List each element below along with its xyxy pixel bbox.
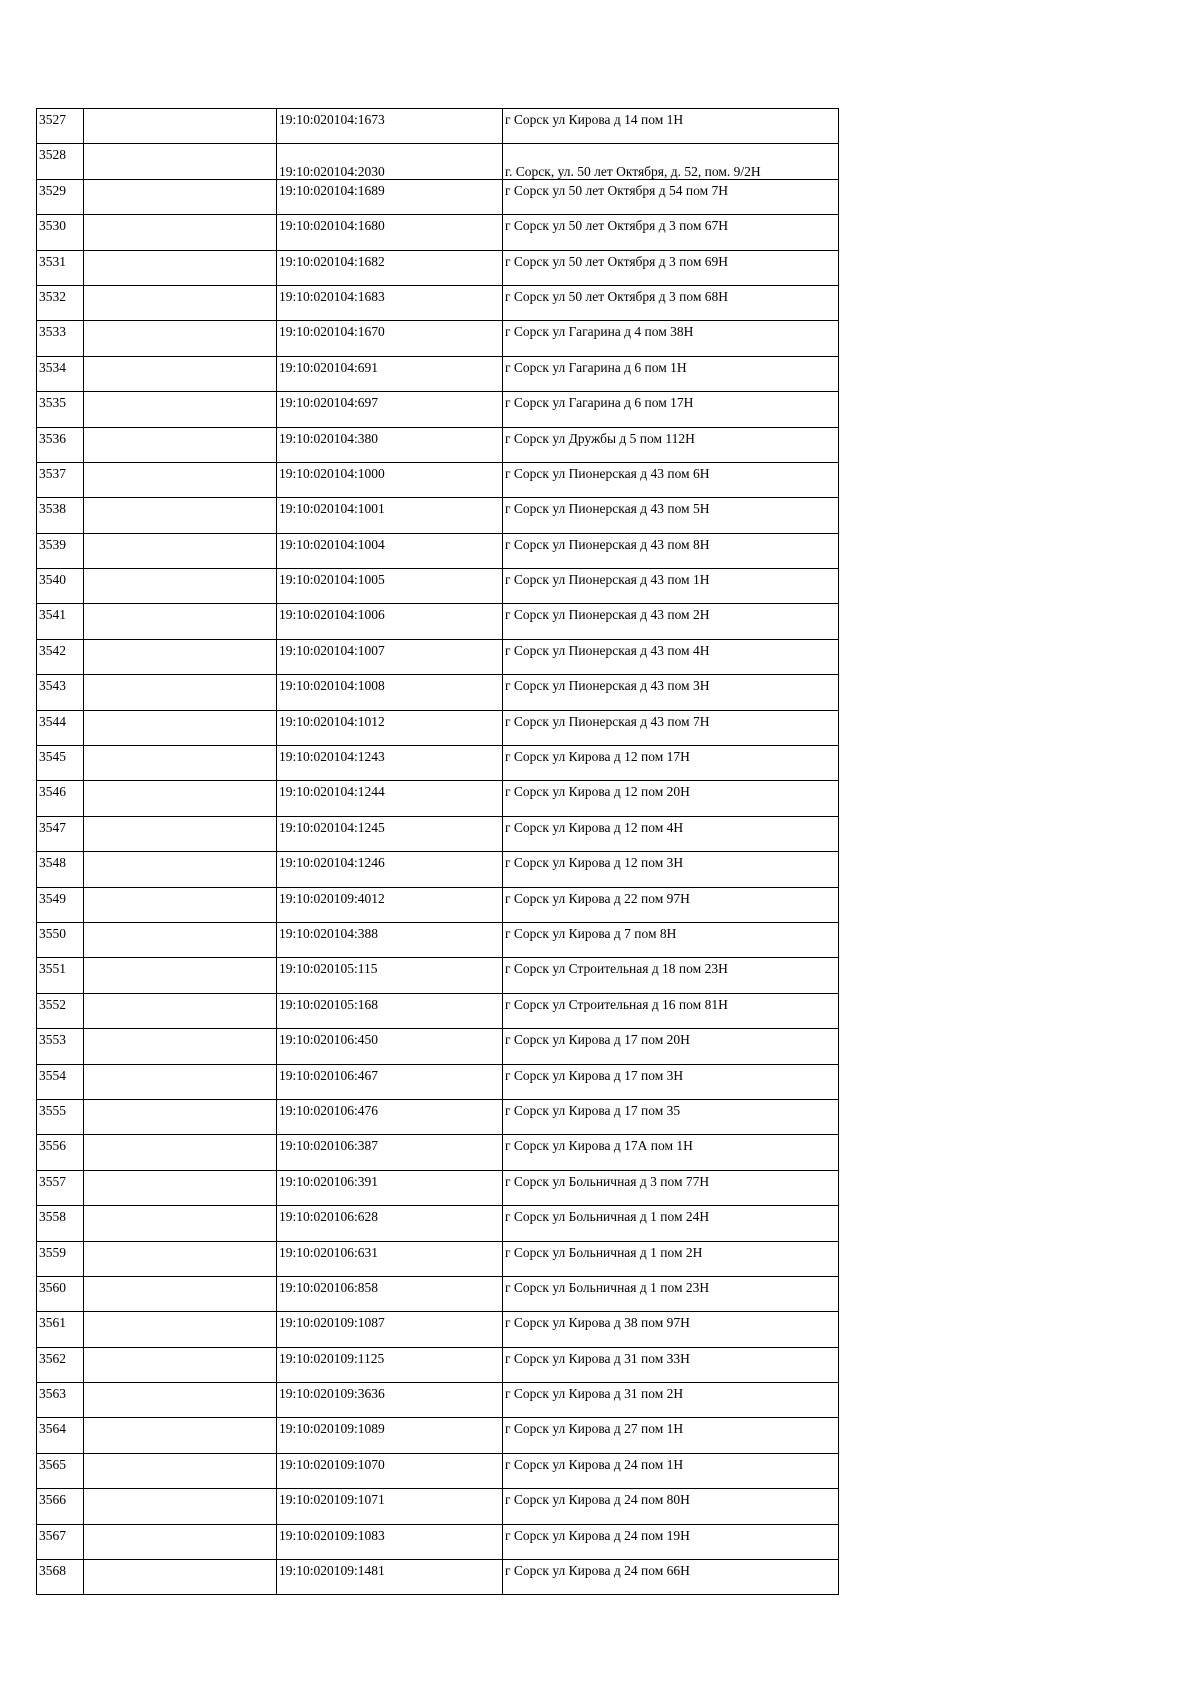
address-cell: г Сорск ул Кирова д 17 пом 20Н xyxy=(503,1029,839,1064)
row-number-cell: 3552 xyxy=(37,993,84,1028)
row-number-cell: 3567 xyxy=(37,1524,84,1559)
cadastral-number-cell: 19:10:020109:1070 xyxy=(277,1453,503,1488)
owner-cell xyxy=(84,1560,277,1595)
owner-cell xyxy=(84,462,277,497)
address-cell: г Сорск ул Пионерская д 43 пом 3Н xyxy=(503,675,839,710)
table-row xyxy=(37,746,839,781)
address-cell: г Сорск ул Строительная д 16 пом 81Н xyxy=(503,993,839,1028)
table-row xyxy=(37,109,839,144)
address-cell: г Сорск ул Пионерская д 43 пом 1Н xyxy=(503,569,839,604)
owner-cell xyxy=(84,746,277,781)
table-row xyxy=(37,922,839,957)
row-number-cell: 3549 xyxy=(37,887,84,922)
address-cell: г Сорск ул Гагарина д 4 пом 38Н xyxy=(503,321,839,356)
row-number-cell: 3532 xyxy=(37,285,84,320)
address-cell: г Сорск ул 50 лет Октября д 3 пом 67Н xyxy=(503,215,839,250)
row-number-cell: 3562 xyxy=(37,1347,84,1382)
address-cell: г Сорск ул Кирова д 24 пом 66Н xyxy=(503,1560,839,1595)
table-row xyxy=(37,852,839,887)
cadastral-number-cell: 19:10:020109:4012 xyxy=(277,887,503,922)
cadastral-number-cell: 19:10:020104:1244 xyxy=(277,781,503,816)
row-number-cell: 3531 xyxy=(37,250,84,285)
address-cell: г Сорск ул Пионерская д 43 пом 7Н xyxy=(503,710,839,745)
owner-cell xyxy=(84,498,277,533)
address-cell: г Сорск ул Кирова д 31 пом 2Н xyxy=(503,1383,839,1418)
address-cell: г Сорск ул Кирова д 14 пом 1Н xyxy=(503,109,839,144)
table-row xyxy=(37,816,839,851)
row-number-cell: 3547 xyxy=(37,816,84,851)
row-number-cell: 3537 xyxy=(37,462,84,497)
row-number-cell: 3559 xyxy=(37,1241,84,1276)
owner-cell xyxy=(84,675,277,710)
table-row xyxy=(37,887,839,922)
cadastral-number-cell: 19:10:020109:1089 xyxy=(277,1418,503,1453)
owner-cell xyxy=(84,356,277,391)
table-row xyxy=(37,250,839,285)
owner-cell xyxy=(84,781,277,816)
owner-cell xyxy=(84,887,277,922)
address-cell: г Сорск ул Больничная д 1 пом 23Н xyxy=(503,1276,839,1311)
cadastral-number-cell: 19:10:020104:1006 xyxy=(277,604,503,639)
address-cell: г Сорск ул Кирова д 7 пом 8Н xyxy=(503,922,839,957)
address-cell: г Сорск ул Больничная д 3 пом 77Н xyxy=(503,1170,839,1205)
table-row xyxy=(37,710,839,745)
owner-cell xyxy=(84,639,277,674)
property-table xyxy=(36,108,839,1595)
table-row xyxy=(37,1453,839,1488)
cadastral-number-cell: 19:10:020106:476 xyxy=(277,1099,503,1134)
cadastral-number-cell: 19:10:020104:1670 xyxy=(277,321,503,356)
cadastral-number-cell: 19:10:020104:1004 xyxy=(277,533,503,568)
owner-cell xyxy=(84,144,277,179)
table-row xyxy=(37,498,839,533)
row-number-cell: 3543 xyxy=(37,675,84,710)
table-row xyxy=(37,215,839,250)
address-cell: г Сорск ул Кирова д 24 пом 19Н xyxy=(503,1524,839,1559)
cadastral-number-cell: 19:10:020105:168 xyxy=(277,993,503,1028)
owner-cell xyxy=(84,958,277,993)
table-row xyxy=(37,1347,839,1382)
table-row xyxy=(37,1418,839,1453)
table-row xyxy=(37,1135,839,1170)
address-cell: г. Сорск, ул. 50 лет Октября, д. 52, пом. 9/2Н xyxy=(503,144,839,179)
row-number-cell: 3548 xyxy=(37,852,84,887)
address-cell: г Сорск ул Кирова д 27 пом 1Н xyxy=(503,1418,839,1453)
table-row xyxy=(37,993,839,1028)
owner-cell xyxy=(84,1064,277,1099)
cadastral-number-cell: 19:10:020109:3636 xyxy=(277,1383,503,1418)
row-number-cell: 3557 xyxy=(37,1170,84,1205)
cadastral-number-cell: 19:10:020104:1680 xyxy=(277,215,503,250)
owner-cell xyxy=(84,604,277,639)
address-cell: г Сорск ул Кирова д 12 пом 20Н xyxy=(503,781,839,816)
cadastral-number-cell: 19:10:020109:1083 xyxy=(277,1524,503,1559)
address-cell: г Сорск ул Строительная д 18 пом 23Н xyxy=(503,958,839,993)
address-cell: г Сорск ул Пионерская д 43 пом 2Н xyxy=(503,604,839,639)
row-number-cell: 3527 xyxy=(37,109,84,144)
table-row xyxy=(37,1241,839,1276)
table-row xyxy=(37,1170,839,1205)
owner-cell xyxy=(84,569,277,604)
address-cell: г Сорск ул Пионерская д 43 пом 5Н xyxy=(503,498,839,533)
cadastral-number-cell: 19:10:020106:450 xyxy=(277,1029,503,1064)
table-row xyxy=(37,1064,839,1099)
table-row xyxy=(37,639,839,674)
address-cell: г Сорск ул Больничная д 1 пом 2Н xyxy=(503,1241,839,1276)
owner-cell xyxy=(84,1453,277,1488)
address-cell: г Сорск ул Пионерская д 43 пом 8Н xyxy=(503,533,839,568)
row-number-cell: 3538 xyxy=(37,498,84,533)
address-cell: г Сорск ул Кирова д 12 пом 17Н xyxy=(503,746,839,781)
table-row xyxy=(37,179,839,214)
address-cell: г Сорск ул Кирова д 17 пом 35 xyxy=(503,1099,839,1134)
row-number-cell: 3546 xyxy=(37,781,84,816)
table-row xyxy=(37,462,839,497)
owner-cell xyxy=(84,1418,277,1453)
owner-cell xyxy=(84,993,277,1028)
cadastral-number-cell: 19:10:020105:115 xyxy=(277,958,503,993)
owner-cell xyxy=(84,321,277,356)
table-row xyxy=(37,321,839,356)
address-cell: г Сорск ул Кирова д 17 пом 3Н xyxy=(503,1064,839,1099)
cadastral-number-cell: 19:10:020104:1005 xyxy=(277,569,503,604)
row-number-cell: 3558 xyxy=(37,1206,84,1241)
cadastral-number-cell: 19:10:020109:1481 xyxy=(277,1560,503,1595)
row-number-cell: 3533 xyxy=(37,321,84,356)
cadastral-number-cell: 19:10:020104:2030 xyxy=(277,144,503,179)
table-row xyxy=(37,1206,839,1241)
row-number-cell: 3529 xyxy=(37,179,84,214)
owner-cell xyxy=(84,1276,277,1311)
owner-cell xyxy=(84,179,277,214)
address-cell: г Сорск ул Гагарина д 6 пом 1Н xyxy=(503,356,839,391)
cadastral-number-cell: 19:10:020104:380 xyxy=(277,427,503,462)
cadastral-number-cell: 19:10:020106:628 xyxy=(277,1206,503,1241)
address-cell: г Сорск ул Кирова д 17А пом 1Н xyxy=(503,1135,839,1170)
address-cell: г Сорск ул 50 лет Октября д 3 пом 68Н xyxy=(503,285,839,320)
row-number-cell: 3550 xyxy=(37,922,84,957)
row-number-cell: 3554 xyxy=(37,1064,84,1099)
table-row xyxy=(37,144,839,179)
cadastral-number-cell: 19:10:020106:467 xyxy=(277,1064,503,1099)
cadastral-number-cell: 19:10:020104:697 xyxy=(277,392,503,427)
owner-cell xyxy=(84,250,277,285)
row-number-cell: 3540 xyxy=(37,569,84,604)
row-number-cell: 3566 xyxy=(37,1489,84,1524)
table-row xyxy=(37,1099,839,1134)
cadastral-number-cell: 19:10:020104:1001 xyxy=(277,498,503,533)
row-number-cell: 3535 xyxy=(37,392,84,427)
address-cell: г Сорск ул Кирова д 38 пом 97Н xyxy=(503,1312,839,1347)
address-cell: г Сорск ул Кирова д 31 пом 33Н xyxy=(503,1347,839,1382)
address-cell: г Сорск ул Пионерская д 43 пом 6Н xyxy=(503,462,839,497)
table-row xyxy=(37,356,839,391)
table-row xyxy=(37,569,839,604)
row-number-cell: 3555 xyxy=(37,1099,84,1134)
cadastral-number-cell: 19:10:020109:1071 xyxy=(277,1489,503,1524)
owner-cell xyxy=(84,1135,277,1170)
address-cell: г Сорск ул Дружбы д 5 пом 112Н xyxy=(503,427,839,462)
owner-cell xyxy=(84,1312,277,1347)
address-cell: г Сорск ул 50 лет Октября д 3 пом 69Н xyxy=(503,250,839,285)
row-number-cell: 3556 xyxy=(37,1135,84,1170)
row-number-cell: 3560 xyxy=(37,1276,84,1311)
cadastral-number-cell: 19:10:020106:631 xyxy=(277,1241,503,1276)
cadastral-number-cell: 19:10:020106:391 xyxy=(277,1170,503,1205)
table-row xyxy=(37,1029,839,1064)
row-number-cell: 3551 xyxy=(37,958,84,993)
table-row xyxy=(37,604,839,639)
cadastral-number-cell: 19:10:020104:1012 xyxy=(277,710,503,745)
cadastral-number-cell: 19:10:020104:1682 xyxy=(277,250,503,285)
address-cell: г Сорск ул Кирова д 24 пом 80Н xyxy=(503,1489,839,1524)
owner-cell xyxy=(84,1383,277,1418)
address-cell: г Сорск ул Кирова д 22 пом 97Н xyxy=(503,887,839,922)
row-number-cell: 3542 xyxy=(37,639,84,674)
table-row xyxy=(37,533,839,568)
cadastral-number-cell: 19:10:020106:858 xyxy=(277,1276,503,1311)
owner-cell xyxy=(84,109,277,144)
table-row xyxy=(37,958,839,993)
cadastral-number-cell: 19:10:020104:1008 xyxy=(277,675,503,710)
owner-cell xyxy=(84,922,277,957)
owner-cell xyxy=(84,1099,277,1134)
address-cell: г Сорск ул 50 лет Октября д 54 пом 7Н xyxy=(503,179,839,214)
owner-cell xyxy=(84,427,277,462)
row-number-cell: 3544 xyxy=(37,710,84,745)
cadastral-number-cell: 19:10:020109:1087 xyxy=(277,1312,503,1347)
address-cell: г Сорск ул Пионерская д 43 пом 4Н xyxy=(503,639,839,674)
row-number-cell: 3541 xyxy=(37,604,84,639)
row-number-cell: 3530 xyxy=(37,215,84,250)
owner-cell xyxy=(84,1241,277,1276)
row-number-cell: 3534 xyxy=(37,356,84,391)
address-cell: г Сорск ул Больничная д 1 пом 24Н xyxy=(503,1206,839,1241)
row-number-cell: 3545 xyxy=(37,746,84,781)
cadastral-number-cell: 19:10:020109:1125 xyxy=(277,1347,503,1382)
row-number-cell: 3564 xyxy=(37,1418,84,1453)
owner-cell xyxy=(84,1524,277,1559)
row-number-cell: 3536 xyxy=(37,427,84,462)
cadastral-number-cell: 19:10:020104:691 xyxy=(277,356,503,391)
cadastral-number-cell: 19:10:020104:1673 xyxy=(277,109,503,144)
owner-cell xyxy=(84,710,277,745)
cadastral-number-cell: 19:10:020104:1007 xyxy=(277,639,503,674)
cadastral-number-cell: 19:10:020104:1689 xyxy=(277,179,503,214)
cadastral-number-cell: 19:10:020104:1243 xyxy=(277,746,503,781)
owner-cell xyxy=(84,1489,277,1524)
table-row xyxy=(37,285,839,320)
address-cell: г Сорск ул Гагарина д 6 пом 17Н xyxy=(503,392,839,427)
table-row xyxy=(37,427,839,462)
owner-cell xyxy=(84,392,277,427)
cadastral-number-cell: 19:10:020104:1246 xyxy=(277,852,503,887)
row-number-cell: 3565 xyxy=(37,1453,84,1488)
table-row xyxy=(37,392,839,427)
owner-cell xyxy=(84,1170,277,1205)
property-table-body xyxy=(37,109,839,1595)
row-number-cell: 3568 xyxy=(37,1560,84,1595)
owner-cell xyxy=(84,852,277,887)
owner-cell xyxy=(84,285,277,320)
cadastral-number-cell: 19:10:020104:1000 xyxy=(277,462,503,497)
table-row xyxy=(37,675,839,710)
address-cell: г Сорск ул Кирова д 12 пом 4Н xyxy=(503,816,839,851)
owner-cell xyxy=(84,1206,277,1241)
table-row xyxy=(37,1560,839,1595)
cadastral-number-cell: 19:10:020104:1683 xyxy=(277,285,503,320)
table-row xyxy=(37,781,839,816)
table-row xyxy=(37,1312,839,1347)
row-number-cell: 3553 xyxy=(37,1029,84,1064)
cadastral-number-cell: 19:10:020104:388 xyxy=(277,922,503,957)
row-number-cell: 3561 xyxy=(37,1312,84,1347)
row-number-cell: 3563 xyxy=(37,1383,84,1418)
table-row xyxy=(37,1489,839,1524)
owner-cell xyxy=(84,215,277,250)
row-number-cell: 3539 xyxy=(37,533,84,568)
owner-cell xyxy=(84,533,277,568)
table-row xyxy=(37,1524,839,1559)
address-cell: г Сорск ул Кирова д 24 пом 1Н xyxy=(503,1453,839,1488)
cadastral-number-cell: 19:10:020104:1245 xyxy=(277,816,503,851)
table-row xyxy=(37,1383,839,1418)
row-number-cell: 3528 xyxy=(37,144,84,179)
owner-cell xyxy=(84,1029,277,1064)
owner-cell xyxy=(84,1347,277,1382)
owner-cell xyxy=(84,816,277,851)
address-cell: г Сорск ул Кирова д 12 пом 3Н xyxy=(503,852,839,887)
cadastral-number-cell: 19:10:020106:387 xyxy=(277,1135,503,1170)
table-row xyxy=(37,1276,839,1311)
